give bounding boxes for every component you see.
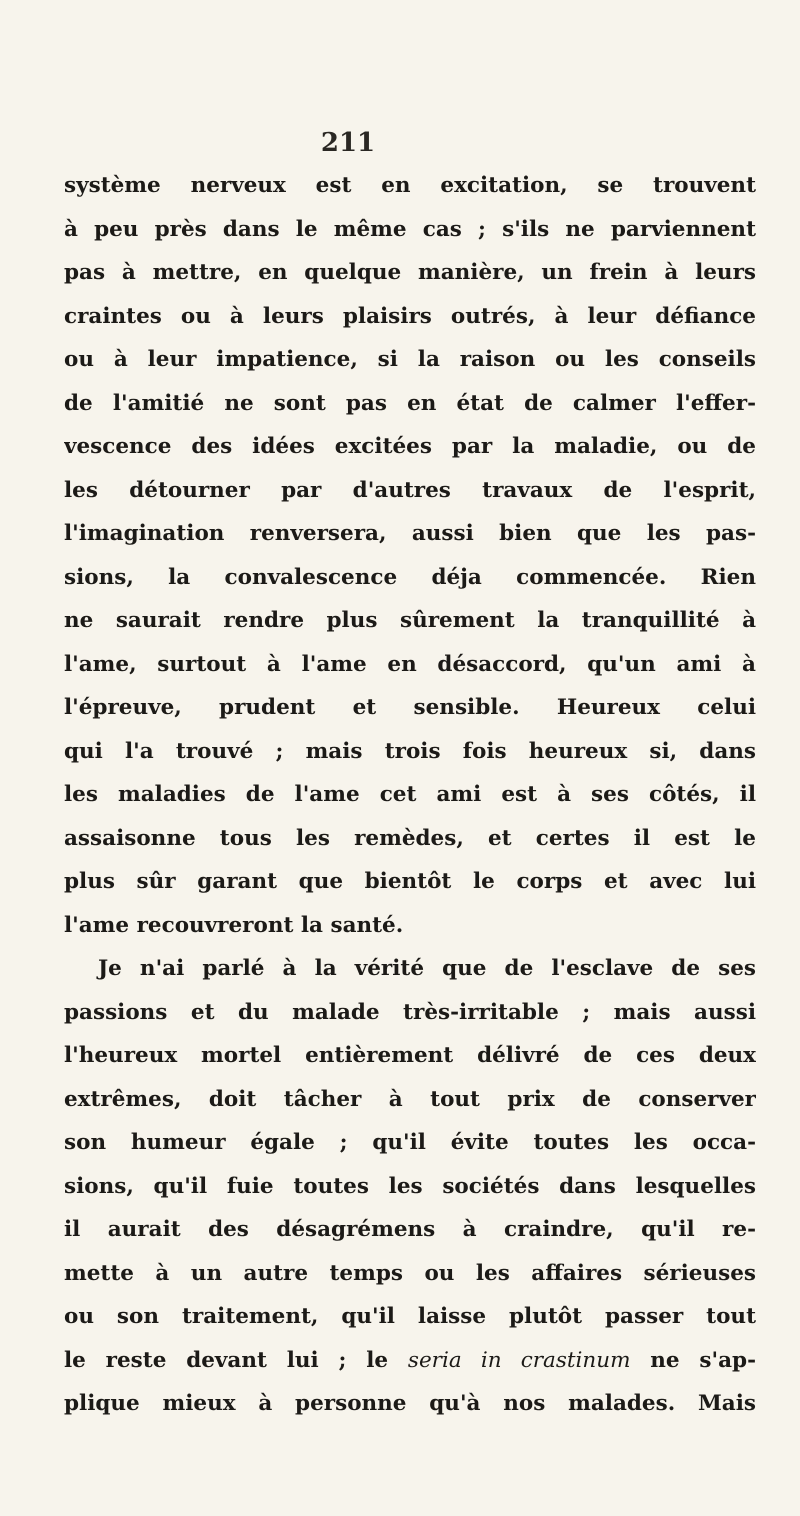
paragraph-start-line: Je n'ai parlé à la vérité que de l'esclave de ses xyxy=(98,956,756,981)
text-line: vescence des idées excitées par la maladie, ou de xyxy=(64,434,756,459)
text-line: l'imagination renversera, aussi bien que les pas- xyxy=(64,521,756,546)
text-line: son humeur égale ; qu'il évite toutes les occa- xyxy=(64,1130,756,1155)
text-line: plique mieux à personne qu'à nos malades. Mais xyxy=(64,1391,756,1416)
text-line: mette à un autre temps ou les affaires sérieuses xyxy=(64,1260,756,1286)
text-line: système nerveux est en excitation, se trouvent xyxy=(64,173,756,198)
text-line: qui l'a trouvé ; mais trois fois heureux si, dans xyxy=(64,738,756,764)
text-line: passions et du malade très-irritable ; mais aussi xyxy=(64,999,756,1025)
text-line: il aurait des désagrémens à craindre, qu'il re- xyxy=(64,1217,756,1242)
text-line: l'ame, surtout à l'ame en désaccord, qu'un ami à xyxy=(64,651,756,677)
text-line: extrêmes, doit tâcher à tout prix de conserver xyxy=(64,1086,756,1112)
page-number: 211 xyxy=(320,128,376,158)
text-line-with-latin xyxy=(64,1339,756,1383)
text-line: sions, qu'il fuie toutes les sociétés dans lesquelles xyxy=(64,1173,756,1199)
text-line: à peu près dans le même cas ; s'ils ne parviennent xyxy=(64,216,756,242)
text-line: de l'amitié ne sont pas en état de calmer l'effer- xyxy=(64,390,756,416)
text-segment: ne s'ap- xyxy=(650,1347,756,1373)
text-line: plus sûr garant que bientôt le corps et avec lui xyxy=(64,869,756,894)
text-line: sions, la convalescence déja commencée. Rien xyxy=(64,564,756,590)
text-line: craintes ou à leurs plaisirs outrés, à leur défiance xyxy=(64,303,756,329)
text-segment: le reste devant lui ; le xyxy=(64,1347,389,1373)
text-line: l'heureux mortel entièrement délivré de ces deux xyxy=(64,1043,756,1068)
text-line: ou à leur impatience, si la raison ou les conseils xyxy=(64,347,756,372)
paragraph-end-line: l'ame recouvreront la santé. xyxy=(64,912,404,938)
text-line: pas à mettre, en quelque manière, un frein à leurs xyxy=(64,260,756,285)
latin-phrase: seria in crastinum xyxy=(407,1347,631,1373)
text-line: assaisonne tous les remèdes, et certes il est le xyxy=(64,825,756,851)
body-text xyxy=(64,164,756,1426)
text-line: les maladies de l'ame cet ami est à ses côtés, il xyxy=(64,782,756,807)
text-line: ne saurait rendre plus sûrement la tranquillité à xyxy=(64,608,756,633)
text-line: les détourner par d'autres travaux de l'esprit, xyxy=(64,477,756,503)
text-line: ou son traitement, qu'il laisse plutôt passer tout xyxy=(64,1304,756,1329)
text-line: l'épreuve, prudent et sensible. Heureux celui xyxy=(64,695,756,720)
